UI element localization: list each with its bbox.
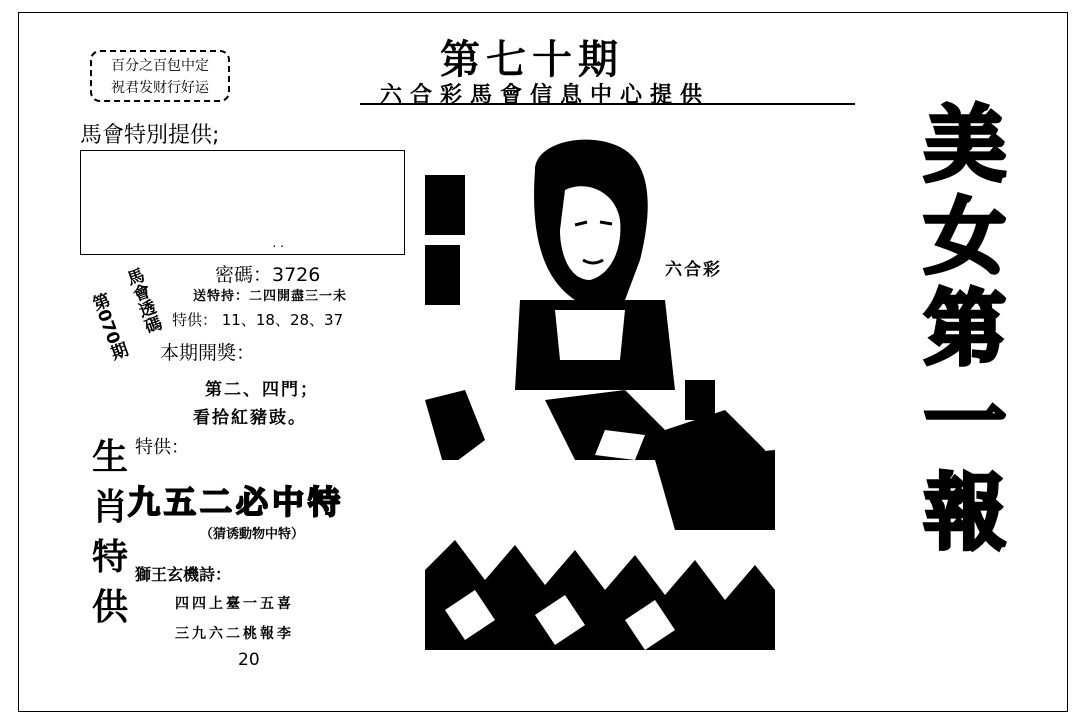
special-numbers-line: 特供： 11、18、28、37 — [172, 311, 344, 329]
big-special-note: （猜诱動物中特） — [200, 527, 305, 542]
issue-subtitle: 六合彩馬會信息中心提供 — [380, 83, 711, 108]
hint-line-1: 第二、四門； — [205, 380, 319, 400]
big-special-text: 九五二必中特 — [128, 483, 345, 521]
special-provided-label: 馬會特別提供; — [80, 123, 220, 148]
hint-line-2: 看拾紅豬豉。 — [193, 408, 307, 428]
send-special-line: 送特持：二四開盡三一未 — [193, 289, 348, 304]
stamp-line-1: 百分之百包中定 — [111, 58, 209, 74]
box-dots: . . — [272, 236, 284, 250]
page-number: 20 — [238, 650, 260, 670]
password-line: 密碼：3726 — [215, 264, 321, 286]
woman-photo-image — [425, 130, 775, 650]
zodiac-special-vertical — [88, 432, 132, 632]
lucky-stamp — [90, 50, 230, 102]
photo-caption: 六合彩 — [665, 260, 722, 280]
period-number: 第070期 — [86, 290, 130, 363]
issue-title: 第七十期 — [440, 36, 624, 83]
zodiac-char: 生 — [91, 436, 128, 478]
vertical-title-char: 女 — [923, 190, 1006, 285]
draw-label: 本期開獎： — [160, 342, 256, 364]
zodiac-char: 供 — [91, 586, 128, 628]
vertical-title-char: 一 — [923, 374, 1006, 469]
zodiac-char: 特 — [91, 536, 128, 578]
stamp-line-2: 祝君发财行好运 — [111, 80, 209, 96]
period-code-label: 馬會透碼 — [121, 265, 164, 337]
vertical-title-char: 美 — [923, 98, 1006, 193]
zodiac-char: 肖 — [91, 486, 128, 528]
blank-box — [80, 150, 405, 255]
poem-label: 獅王玄機詩： — [135, 565, 232, 584]
vertical-title-char: 報 — [923, 466, 1006, 561]
poem-line-1: 四四上臺一五喜 — [175, 596, 294, 612]
vertical-title-char: 第 — [923, 282, 1006, 377]
special-label: 特供： — [135, 437, 189, 458]
title-rule — [360, 103, 855, 105]
vertical-title — [915, 100, 1015, 660]
poem-line-2: 三九六二桃報李 — [175, 626, 294, 642]
